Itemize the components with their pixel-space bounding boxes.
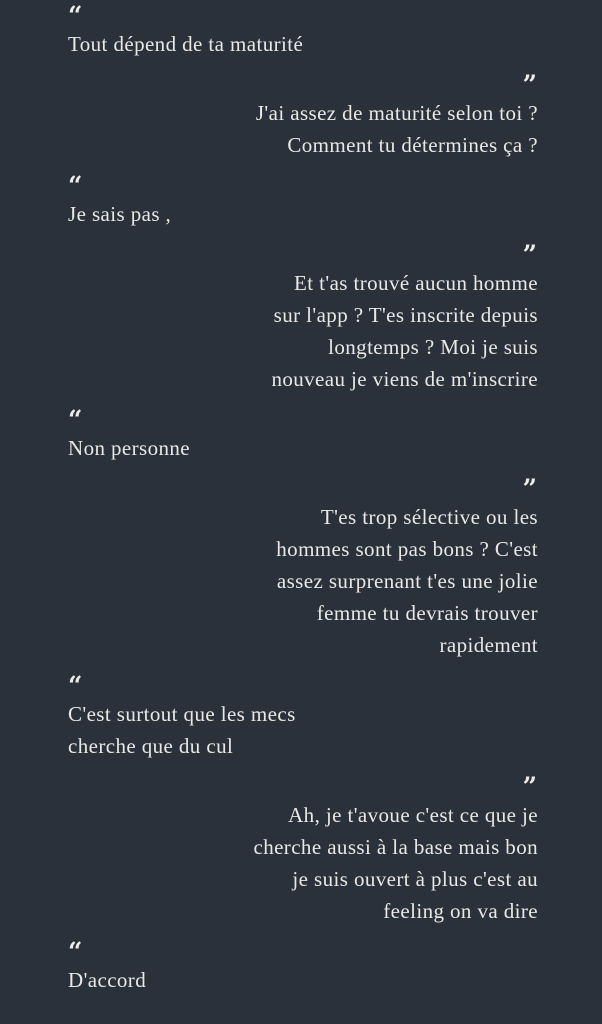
message-line: longtemps ? Moi je suis (328, 335, 538, 359)
message-left (68, 1, 538, 60)
open-quote-icon: “ (68, 937, 84, 966)
message-line: feeling on va dire (383, 899, 538, 923)
message-line: Ah, je t'avoue c'est ce que je (288, 803, 538, 827)
close-quote-icon: ” (522, 70, 538, 99)
message-left (68, 171, 538, 230)
message-line: Tout dépend de ta maturité (68, 32, 304, 56)
message-line: cherche aussi à la base mais bon (253, 835, 538, 859)
close-quote-icon: ” (522, 240, 538, 269)
message-left (68, 937, 538, 996)
message-line: rapidement (439, 633, 538, 657)
message-right (68, 772, 538, 927)
message-line: femme tu devrais trouver (316, 601, 538, 625)
open-quote-icon: “ (68, 405, 84, 434)
message-line: Et t'as trouvé aucun homme (294, 271, 538, 295)
close-quote-icon: ” (522, 772, 538, 801)
message-line: cherche que du cul (68, 734, 234, 758)
open-quote-icon: “ (68, 171, 84, 200)
open-quote-icon: “ (68, 1, 84, 30)
message-line: Comment tu détermines ça ? (287, 133, 538, 157)
message-left (68, 671, 538, 762)
message-line: Je sais pas , (68, 202, 172, 226)
message-right (68, 240, 538, 395)
message-right (68, 474, 538, 661)
message-right (68, 70, 538, 161)
open-quote-icon: “ (68, 671, 84, 700)
message-line: je suis ouvert à plus c'est au (292, 867, 538, 891)
message-line: nouveau je viens de m'inscrire (271, 367, 538, 391)
close-quote-icon: ” (522, 474, 538, 503)
message-line: D'accord (68, 968, 147, 992)
message-line: Non personne (68, 436, 191, 460)
message-line: assez surprenant t'es une jolie (276, 569, 538, 593)
message-line: sur l'app ? T'es inscrite depuis (273, 303, 538, 327)
message-line: C'est surtout que les mecs (68, 702, 296, 726)
message-line: J'ai assez de maturité selon toi ? (255, 101, 538, 125)
message-left (68, 405, 538, 464)
message-line: T'es trop sélective ou les (320, 505, 538, 529)
message-line: hommes sont pas bons ? C'est (276, 537, 538, 561)
